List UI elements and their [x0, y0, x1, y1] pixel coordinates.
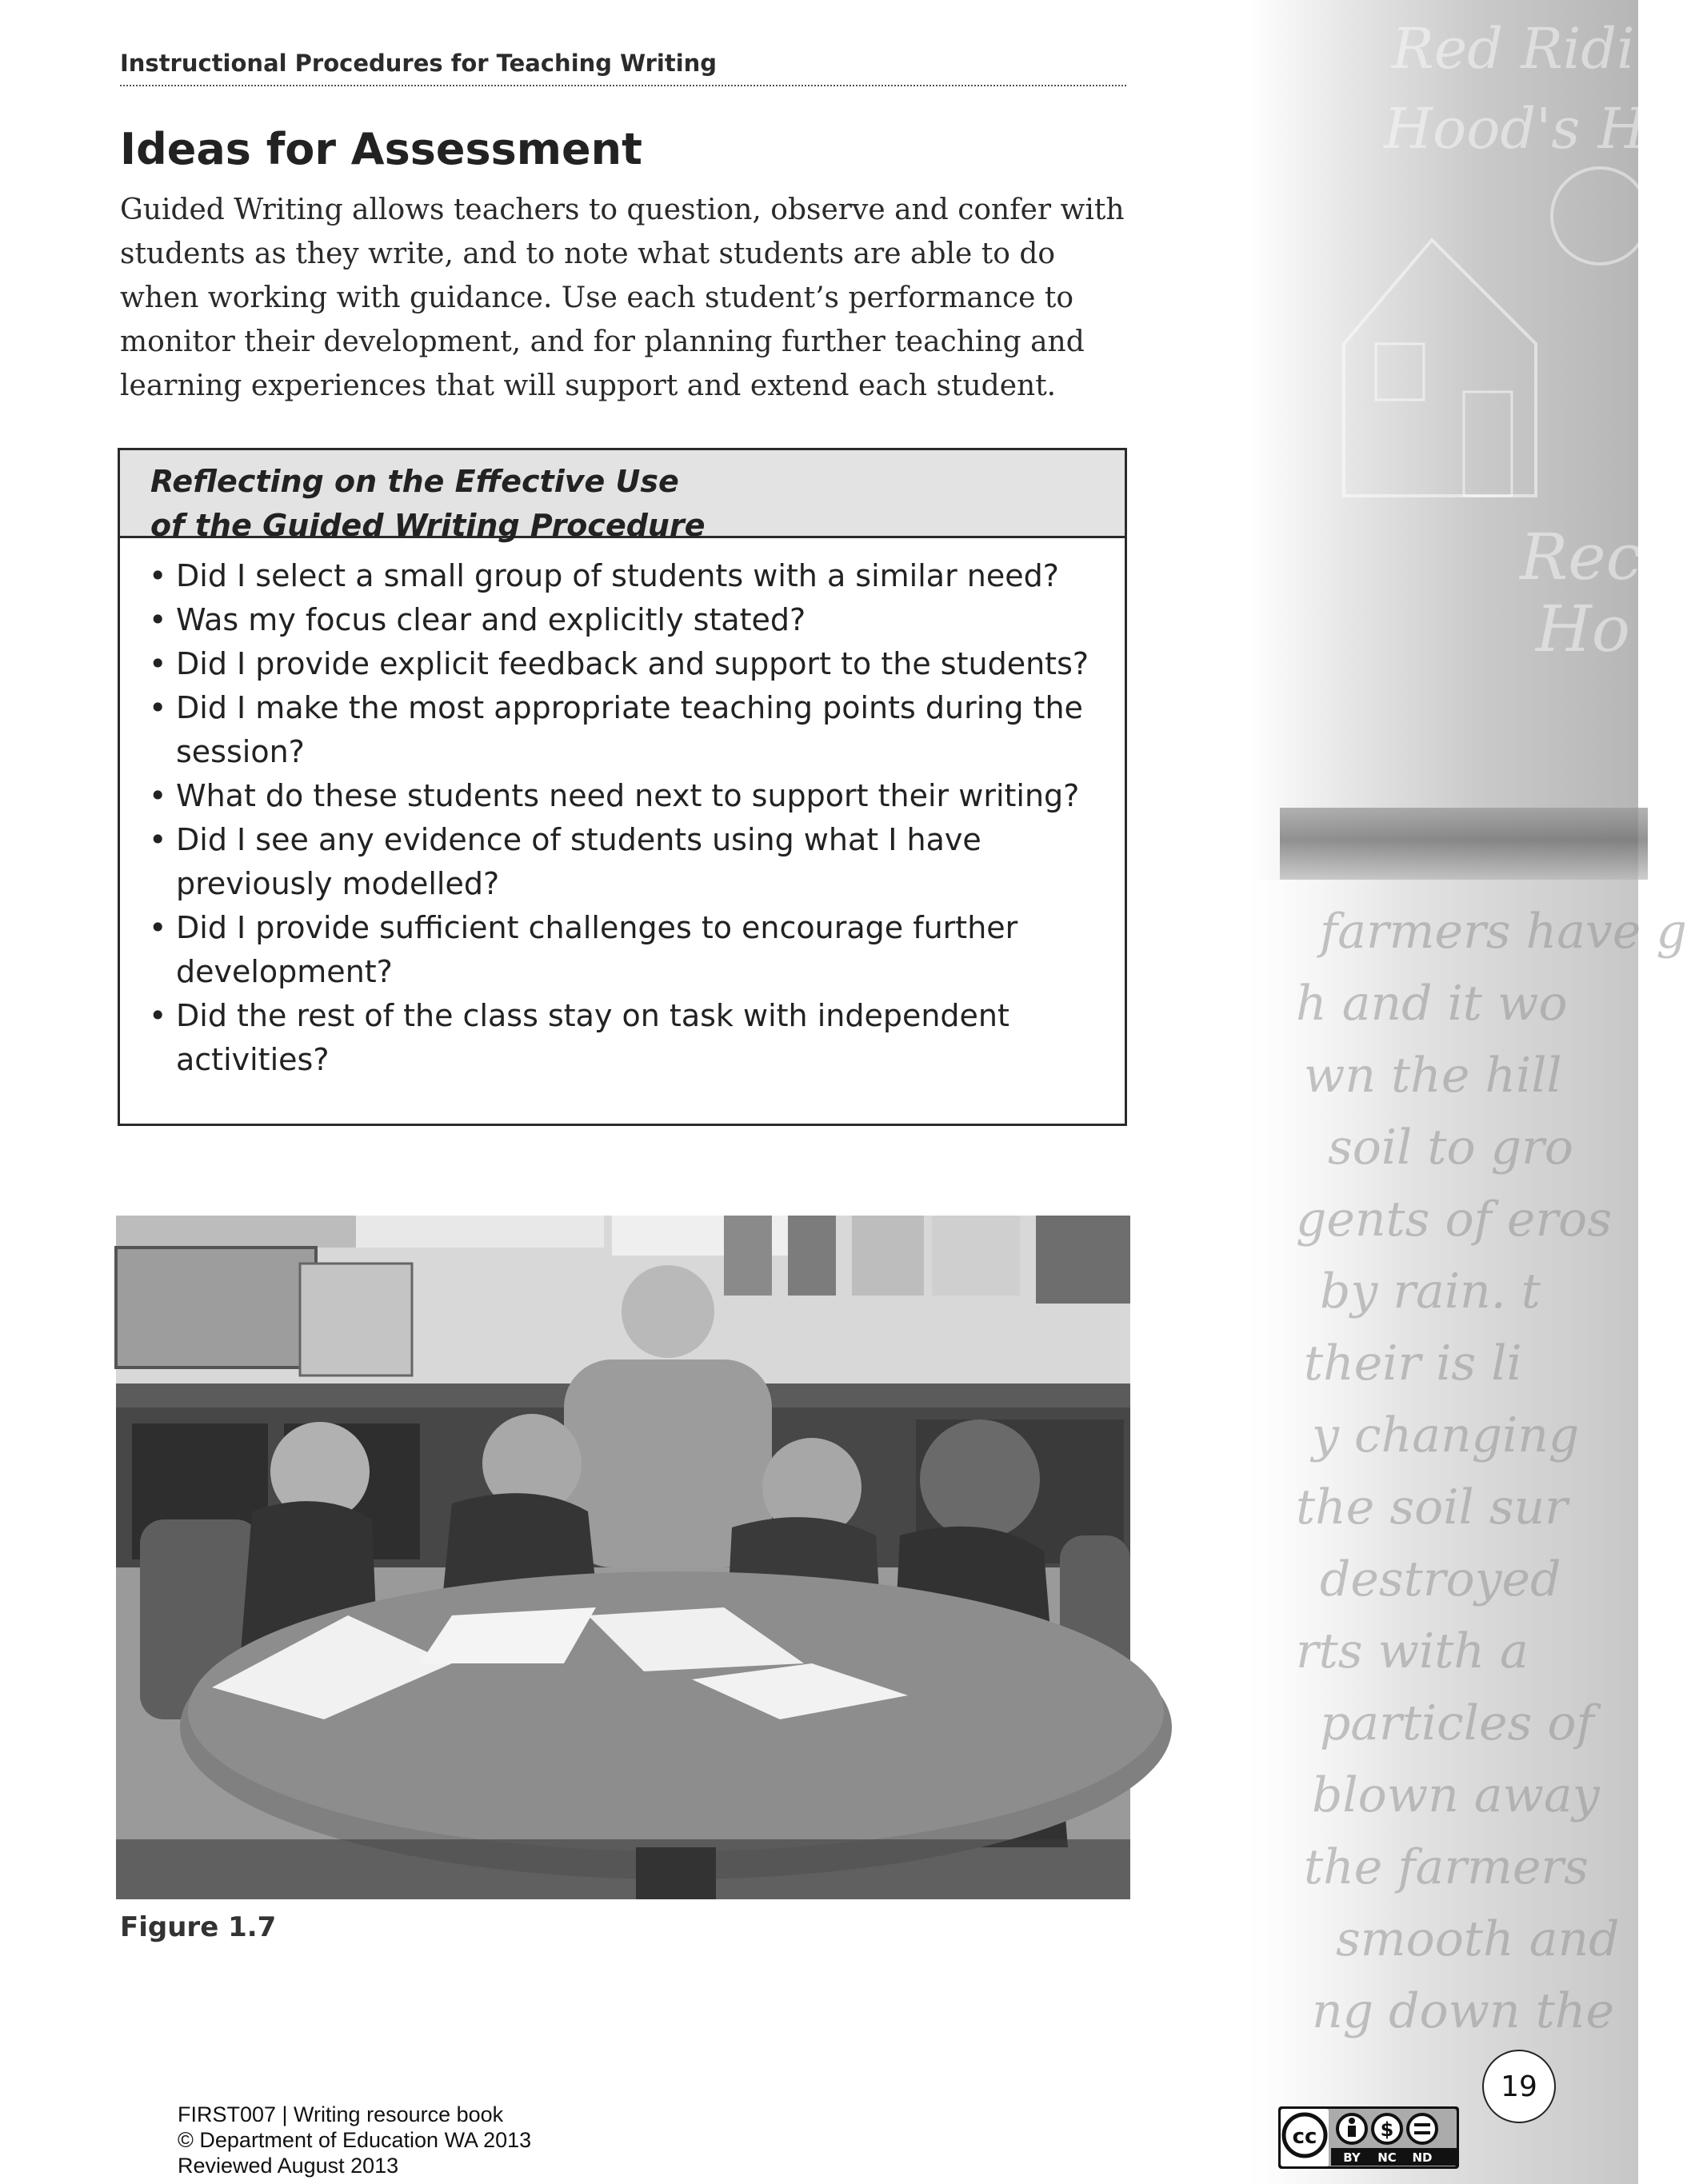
handwriting-decoration: Rec [1520, 520, 1642, 594]
list-item [149, 994, 1109, 1082]
handwriting-decoration: gents of eros [1296, 1192, 1613, 1248]
bullet: • [149, 602, 167, 637]
reflection-question-list [120, 538, 1125, 1082]
intro-paragraph: Guided Writing allows teachers to question, observe and confer with students as they write, and to note what students are able to do when working with guidance. Use each student’s performance to monitor their development, and for planning further teaching and learning experiences that will support and extend each student. [120, 194, 1125, 402]
bullet: • [149, 778, 167, 813]
cc-nc-label: NC [1377, 2150, 1397, 2165]
bullet: • [149, 910, 167, 945]
list-item [149, 554, 1109, 598]
cc-nd-label: ND [1412, 2150, 1433, 2165]
figure-caption: Figure 1.7 [120, 1911, 277, 1943]
footer-line: © Department of Education WA 2013 [178, 2128, 532, 2152]
handwriting-decoration: the soil sur [1296, 1479, 1568, 1535]
handwriting-decoration: the farmers [1304, 1839, 1589, 1895]
handwriting-decoration: ng down the [1312, 1983, 1614, 2039]
decorative-band [1280, 808, 1648, 880]
bullet: • [149, 558, 167, 593]
handwriting-decoration: farmers have g [1320, 904, 1687, 960]
cc-license-icon [1278, 2106, 1459, 2169]
handwriting-decoration: smooth and [1336, 1911, 1620, 1967]
list-item [149, 686, 1109, 774]
handwriting-decoration: blown away [1312, 1767, 1600, 1823]
list-item-text: Did I provide explicit feedback and support to the students? [176, 646, 1089, 681]
handwriting-decoration: soil to gro [1328, 1120, 1573, 1176]
bullet: • [149, 646, 167, 681]
list-item-text: What do these students need next to support their writing? [176, 778, 1080, 813]
handwriting-decoration: by rain. t [1320, 1264, 1541, 1320]
reflection-heading-line: of the Guided Writing Procedure [150, 508, 706, 543]
handwriting-decoration: their is li [1304, 1336, 1522, 1391]
handwriting-decoration: Hood's Ho [1384, 96, 1681, 162]
decorative-side-strip [1248, 0, 1687, 2184]
classroom-photo-illustration [116, 1216, 1130, 1899]
list-item-text: Did the rest of the class stay on task with independent activities? [176, 998, 1009, 1077]
handwriting-decoration: Red Ridi [1392, 16, 1635, 82]
list-item [149, 774, 1109, 818]
bullet: • [149, 822, 167, 857]
list-item-text: Did I provide sufficient challenges to encourage further development? [176, 910, 1018, 989]
cc-by-label: BY [1343, 2150, 1361, 2165]
handwriting-decoration: h and it wo [1296, 976, 1568, 1032]
list-item [149, 642, 1109, 686]
bullet: • [149, 998, 167, 1033]
list-item [149, 598, 1109, 642]
creative-commons-license-badge [1278, 2106, 1459, 2169]
footer-line: FIRST007 | Writing resource book [178, 2102, 504, 2126]
handwriting-decoration: y changing [1312, 1407, 1580, 1463]
reflection-box [118, 448, 1127, 1126]
bullet: • [149, 690, 167, 725]
list-item-text: Did I select a small group of students with a similar need? [176, 558, 1059, 593]
handwriting-decoration: particles of [1320, 1695, 1594, 1751]
section-title: Ideas for Assessment [120, 124, 642, 174]
house-drawing-decoration [1248, 0, 1638, 808]
svg-text:cc: cc [1292, 2125, 1317, 2149]
handwriting-decoration: wn the hill [1304, 1048, 1562, 1104]
footer-line: Reviewed August 2013 [178, 2154, 399, 2178]
reflection-heading-line: Reflecting on the Effective Use [150, 464, 679, 499]
svg-text:$: $ [1380, 2118, 1394, 2141]
handwriting-decoration: Ho [1536, 592, 1630, 666]
classroom-photo [116, 1216, 1130, 1899]
running-head: Instructional Procedures for Teaching Writing [120, 50, 1126, 86]
list-item-text: Did I make the most appropriate teaching points during the session? [176, 690, 1083, 769]
list-item-text: Did I see any evidence of students using what I have previously modelled? [176, 822, 981, 901]
handwriting-decoration: rts with a [1296, 1623, 1529, 1679]
list-item [149, 906, 1109, 994]
list-item [149, 818, 1109, 906]
footer [178, 2102, 531, 2178]
page-number: 19 [1482, 2050, 1556, 2123]
handwriting-decoration: destroyed [1320, 1551, 1561, 1607]
reflection-box-heading [120, 450, 1125, 543]
list-item-text: Was my focus clear and explicitly stated? [176, 602, 806, 637]
